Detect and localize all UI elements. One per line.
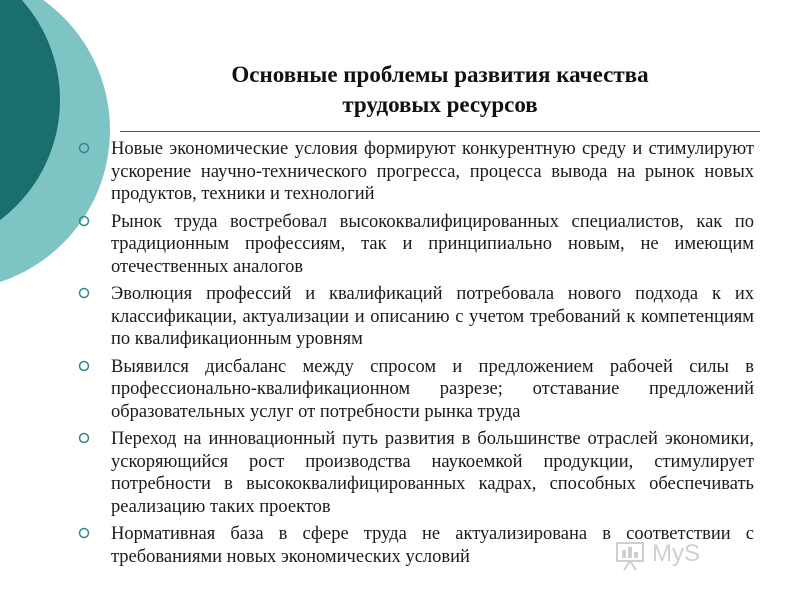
- hollow-circle-bullet-icon: [78, 360, 90, 372]
- bullet-item: [78, 138, 754, 206]
- bullet-list: [78, 138, 754, 573]
- title-divider: [120, 131, 760, 132]
- bullet-item: [78, 211, 754, 279]
- slide-title-line-2: трудовых ресурсов: [342, 92, 538, 117]
- hollow-circle-bullet-icon: [78, 215, 90, 227]
- watermark-text: MyS: [652, 540, 700, 567]
- bullet-text: Нормативная база в сфере труда не актуализирована в соответствии с требованиями новых экономических условий: [111, 524, 754, 567]
- bullet-text: Переход на инновационный путь развития в большинстве отраслей экономики, ускоряющийся рост производства наукоемкой продукции, стимулирует потребности в высококвалифицированных кадрах, способных обеспечивать реализацию таких проектов: [111, 429, 754, 517]
- bullet-item: [78, 428, 754, 518]
- hollow-circle-bullet-icon: [78, 142, 90, 154]
- hollow-circle-bullet-icon: [78, 432, 90, 444]
- hollow-circle-bullet-icon: [78, 287, 90, 299]
- slide-title: [120, 60, 760, 120]
- slide-title-line-1: Основные проблемы развития качества: [231, 62, 649, 87]
- bullet-text: Новые экономические условия формируют конкурентную среду и стимулируют ускорение научно-технического прогресса, процесса вывода на рынок новых продуктов, техники и технологий: [111, 139, 754, 204]
- watermark: [614, 536, 774, 576]
- presentation-logo-icon: [614, 538, 648, 572]
- bullet-item: [78, 356, 754, 424]
- hollow-circle-bullet-icon: [78, 527, 90, 539]
- bullet-text: Выявился дисбаланс между спросом и предложением рабочей силы в профессионально-квалификационном разрезе; отставание предложений образовательных услуг от потребности рынка труда: [111, 356, 754, 422]
- bullet-item: [78, 283, 754, 351]
- bullet-text: Рынок труда востребовал высококвалифицированных специалистов, как по традиционным профессиям, так и принципиально новым, не имеющим отечественных аналогов: [111, 211, 754, 277]
- bullet-text: Эволюция профессий и квалификаций потребовала нового подхода к их классификации, актуализации и описанию с учетом требований к компетенциям по квалификационным уровням: [111, 284, 754, 349]
